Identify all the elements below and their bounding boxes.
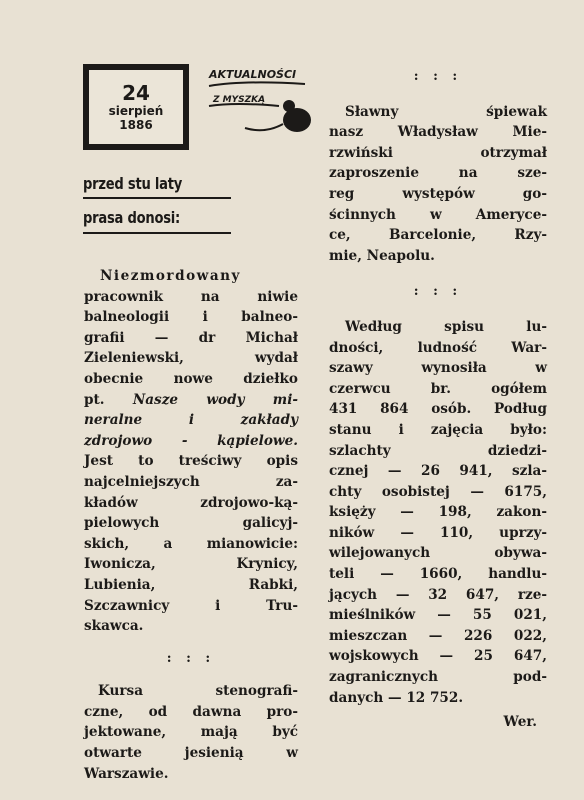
text-line: pracownik na niwie xyxy=(84,288,298,305)
text-line: Jest to treściwy opis xyxy=(84,453,298,470)
section-separator: : : : xyxy=(166,650,216,666)
text-line: pielowych galicyj- xyxy=(84,515,298,532)
article-mierzwinski xyxy=(329,102,547,267)
text-line: pt. Nasze wody mi- xyxy=(84,391,298,408)
date-day: 24 xyxy=(122,81,150,105)
article-census xyxy=(329,317,547,708)
text-line: jektowane, mają być xyxy=(84,724,298,741)
text-line: danych — 12 752. xyxy=(329,689,464,706)
text-line: nasz Władysław Mie- xyxy=(329,124,547,141)
text-line: 431 864 osób. Podług xyxy=(329,401,547,418)
column-logo xyxy=(205,62,317,138)
text-line: balneologii i balneo- xyxy=(84,309,298,326)
article-stenography xyxy=(84,681,298,784)
text-line: Sławny śpiewak xyxy=(345,103,547,120)
text-line: mie, Neapolu. xyxy=(329,247,435,264)
date-box xyxy=(83,64,189,150)
logo-line2: Z MYSZKĄ xyxy=(213,95,266,105)
text-line: czne, od dawna pro- xyxy=(84,703,298,720)
text-line: mieślników — 55 021, xyxy=(329,607,547,624)
text-line: stanu i zajęcia było: xyxy=(329,421,547,438)
text-line: teli — 1660, handlu- xyxy=(329,566,547,583)
text-line: wojskowych — 25 647, xyxy=(329,648,547,665)
text-line: najcelniejszych za- xyxy=(84,473,298,490)
text-line: zaproszenie na sze- xyxy=(329,165,547,182)
signature-block xyxy=(329,712,547,733)
text-line: Zieleniewski, wydał xyxy=(84,350,298,367)
section-separator: : : : xyxy=(413,284,463,300)
right-column xyxy=(329,69,547,733)
text-line: księży — 198, zakon- xyxy=(329,504,547,521)
text-line: Iwonicza, Krynicy, xyxy=(84,556,298,573)
text-line: kładów zdrojowo-ką- xyxy=(84,494,298,511)
text-line: ścinnych w Ameryce- xyxy=(329,206,547,223)
text-line: Niezmordowany xyxy=(100,268,241,284)
text-line: ników — 110, uprzy- xyxy=(329,524,547,541)
text-line: szawy wynosiła w xyxy=(329,360,547,377)
author-signature: Wer. xyxy=(503,714,537,731)
text-line: otwarte jesienią w xyxy=(84,745,298,762)
header-line2: prasa donosi: xyxy=(83,208,181,227)
text-line: zagranicznych pod- xyxy=(329,669,547,686)
text-line: dności, ludność War- xyxy=(329,339,547,356)
text-line: jących — 32 647, rze- xyxy=(329,586,547,603)
text-line: skawca. xyxy=(84,618,144,635)
text-line: Według spisu lu- xyxy=(345,318,547,335)
header-rule-top xyxy=(83,197,231,199)
text-line: obecnie nowe dziełko xyxy=(84,370,298,387)
text-line: neralne i zakłady xyxy=(84,412,298,429)
text-line: szlachty dziedzi- xyxy=(329,442,547,459)
header-rule-bottom xyxy=(83,232,231,234)
text-line: Warszawie. xyxy=(84,765,169,782)
text-line: skich, a mianowicie: xyxy=(84,535,298,552)
header-line1: przed stu laty xyxy=(83,174,183,193)
text-line: Kursa stenografi- xyxy=(98,683,298,700)
article-zieleniewski xyxy=(84,266,298,637)
text-line: rzwiński otrzymał xyxy=(329,144,547,161)
text-line: czerwcu br. ogółem xyxy=(329,380,547,397)
text-line: Lubienia, Rabki, xyxy=(84,576,298,593)
text-line: zdrojowo - kąpielowe. xyxy=(84,432,298,449)
logo-line1: AKTUALNOŚCI xyxy=(209,68,297,81)
text-line: Szczawnicy i Tru- xyxy=(84,597,298,614)
text-line: grafii — dr Michał xyxy=(84,329,298,346)
section-separator: : : : xyxy=(413,69,463,84)
text-line: ce, Barcelonie, Rzy- xyxy=(329,227,547,244)
date-month: sierpień xyxy=(108,104,164,118)
left-column xyxy=(84,266,298,784)
date-year: 1886 xyxy=(119,118,153,132)
text-line: chty osobistej — 6175, xyxy=(329,483,547,500)
text-line: mieszczan — 226 022, xyxy=(329,627,547,644)
text-line: wilejowanych obywa- xyxy=(329,545,547,562)
text-line: cznej — 26 941, szla- xyxy=(329,463,547,480)
text-line: reg występów go- xyxy=(329,185,547,202)
